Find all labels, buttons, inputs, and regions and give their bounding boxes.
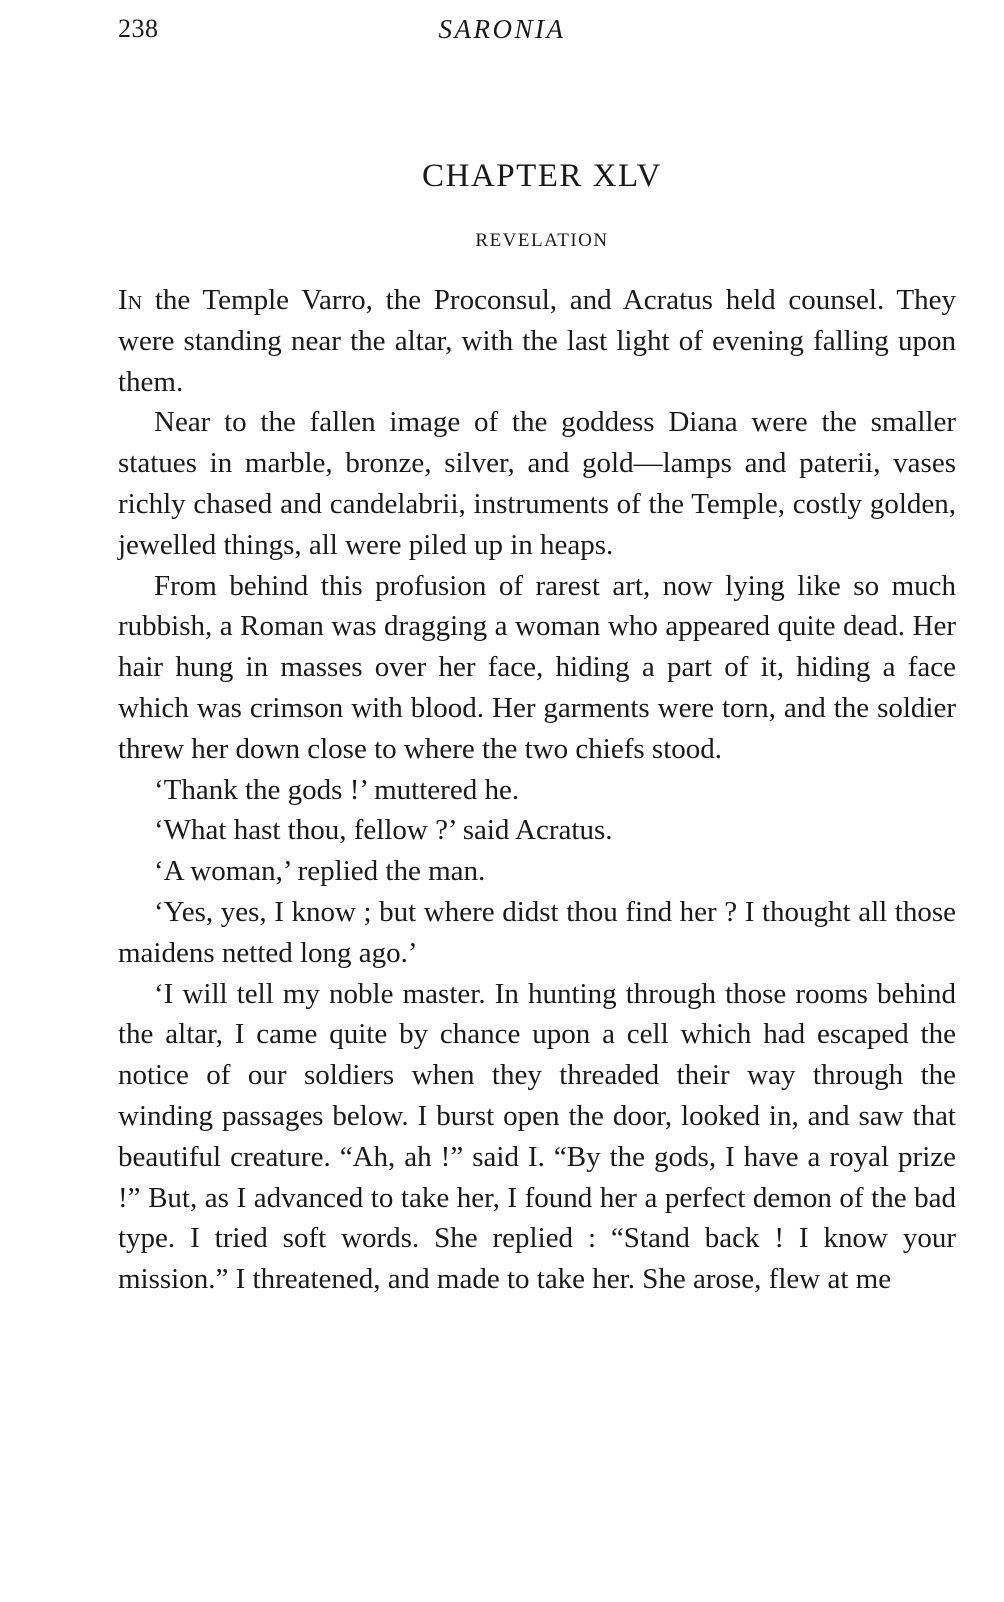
paragraph: ‘Yes, yes, I know ; but where didst thou find her ? I thought all those maidens netted long ago.’ <box>118 895 956 969</box>
paragraph-text: the Temple Varro, the Proconsul, and Acratus held counsel. They were standing near the altar, with the last light of evening falling upon them. <box>118 284 956 398</box>
paragraph: ‘Thank the gods !’ muttered he. <box>154 773 520 806</box>
paragraph: ‘A woman,’ replied the man. <box>154 855 486 888</box>
opening-word: In <box>118 284 143 316</box>
paragraph: Near to the fallen image of the goddess Diana were the smaller statues in marble, bronze, silver, and gold—lamps and paterii, vases richly chased and candelabrii, instruments of the Temple, costly golden, jewelled things, all were piled up in heaps. <box>118 406 956 561</box>
page-number: 238 <box>118 14 159 43</box>
running-head: SARONIA <box>438 14 566 44</box>
paragraph: From behind this profusion of rarest art, now lying like so much rubbish, a Roman was dragging a woman who appeared quite dead. Her hair hung in masses over her face, hiding a part of it, hiding a face which was crimson with blood. Her garments were torn, and the soldier threw her down close to where the two chiefs stood. <box>118 569 956 765</box>
chapter-subtitle: REVELATION <box>475 230 609 251</box>
chapter-title: CHAPTER XLV <box>422 158 662 194</box>
paragraph <box>118 280 956 402</box>
body-text <box>118 280 956 1300</box>
paragraph: ‘I will tell my noble master. In hunting through those rooms behind the altar, I came quite by chance upon a cell which had escaped the notice of our soldiers when they threaded their way through the winding passages below. I burst open the door, looked in, and saw that beautiful creature. “Ah, ah !” said I. “By the gods, I have a royal prize !” But, as I advanced to take her, I found her a perfect demon of the bad type. I tried soft words. She replied : “Stand back ! I know your mission.” I threatened, and made to take her. She arose, flew at me <box>118 977 956 1296</box>
paragraph: ‘What hast thou, fellow ?’ said Acratus. <box>154 814 613 847</box>
